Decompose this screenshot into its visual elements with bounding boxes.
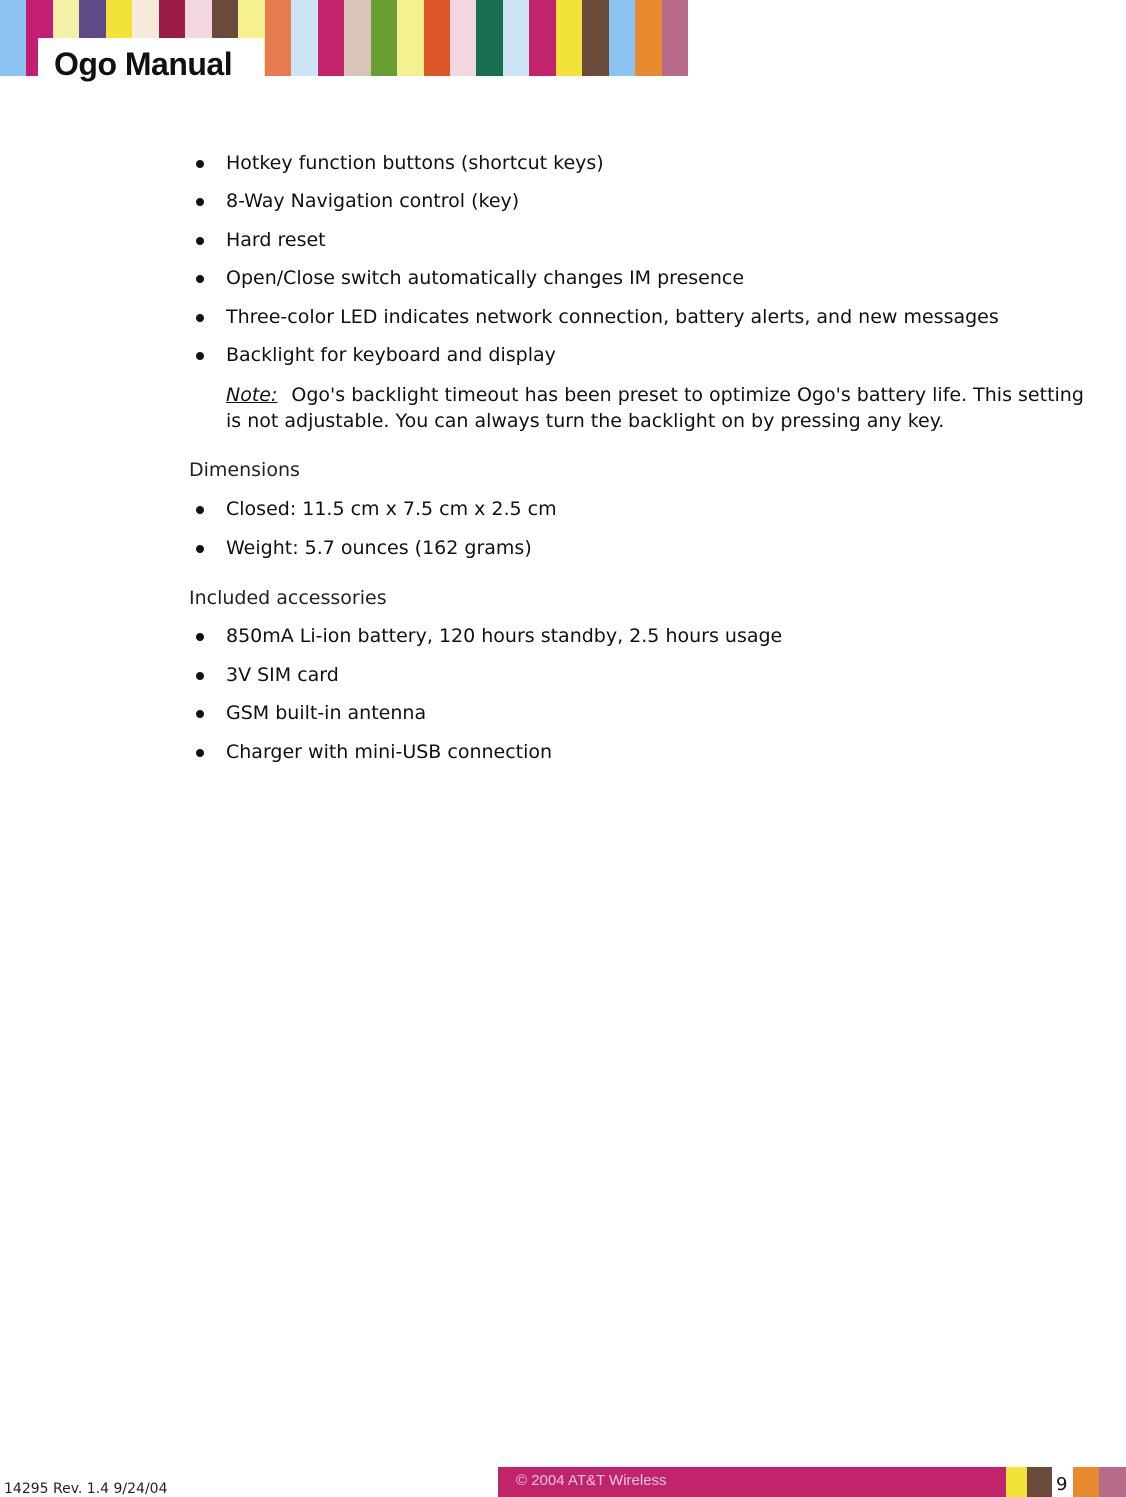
header-stripe — [265, 0, 291, 76]
accessories-heading: Included accessories — [189, 587, 387, 609]
note-text: Ogo's backlight timeout has been preset to optimize Ogo's battery life. This setting is not adjustable. You can always turn the backlight on by pressing any key. — [226, 384, 1084, 432]
bullet-icon — [196, 314, 204, 322]
footer-color-block — [1006, 1467, 1027, 1497]
header-stripe — [344, 0, 370, 76]
bullet-icon — [196, 506, 204, 514]
footer-color-block — [1073, 1467, 1099, 1497]
header-stripe — [529, 0, 555, 76]
bullet-icon — [196, 545, 204, 553]
header-stripe — [291, 0, 317, 76]
page-number: 9 — [1056, 1474, 1068, 1495]
header-stripe — [450, 0, 476, 76]
header-stripe — [635, 0, 661, 76]
header-stripe — [609, 0, 635, 76]
header-stripe — [397, 0, 423, 76]
dimensions-heading: Dimensions — [189, 459, 300, 481]
header-stripe — [476, 0, 502, 76]
bullet-icon — [196, 710, 204, 718]
bullet-icon — [196, 672, 204, 680]
bullet-icon — [196, 237, 204, 245]
document-revision: 14295 Rev. 1.4 9/24/04 — [4, 1481, 168, 1497]
bullet-icon — [196, 352, 204, 360]
bullet-icon — [196, 198, 204, 206]
header-stripe — [424, 0, 450, 76]
bullet-icon — [196, 749, 204, 757]
copyright-text: © 2004 AT&T Wireless — [516, 1472, 667, 1489]
header-stripe — [582, 0, 608, 76]
header-stripe — [371, 0, 397, 76]
manual-title: Ogo Manual — [54, 46, 233, 82]
header-stripe — [503, 0, 529, 76]
bullet-icon — [196, 275, 204, 283]
header-stripe — [0, 0, 26, 76]
header-stripe — [662, 0, 688, 76]
note-label: Note: — [226, 384, 278, 406]
backlight-note — [226, 382, 1086, 434]
bullet-icon — [196, 633, 204, 641]
footer-color-block — [1099, 1467, 1126, 1497]
bullet-icon — [196, 160, 204, 168]
header-stripe — [318, 0, 344, 76]
header-stripe — [556, 0, 582, 76]
footer-color-block — [1027, 1467, 1052, 1497]
